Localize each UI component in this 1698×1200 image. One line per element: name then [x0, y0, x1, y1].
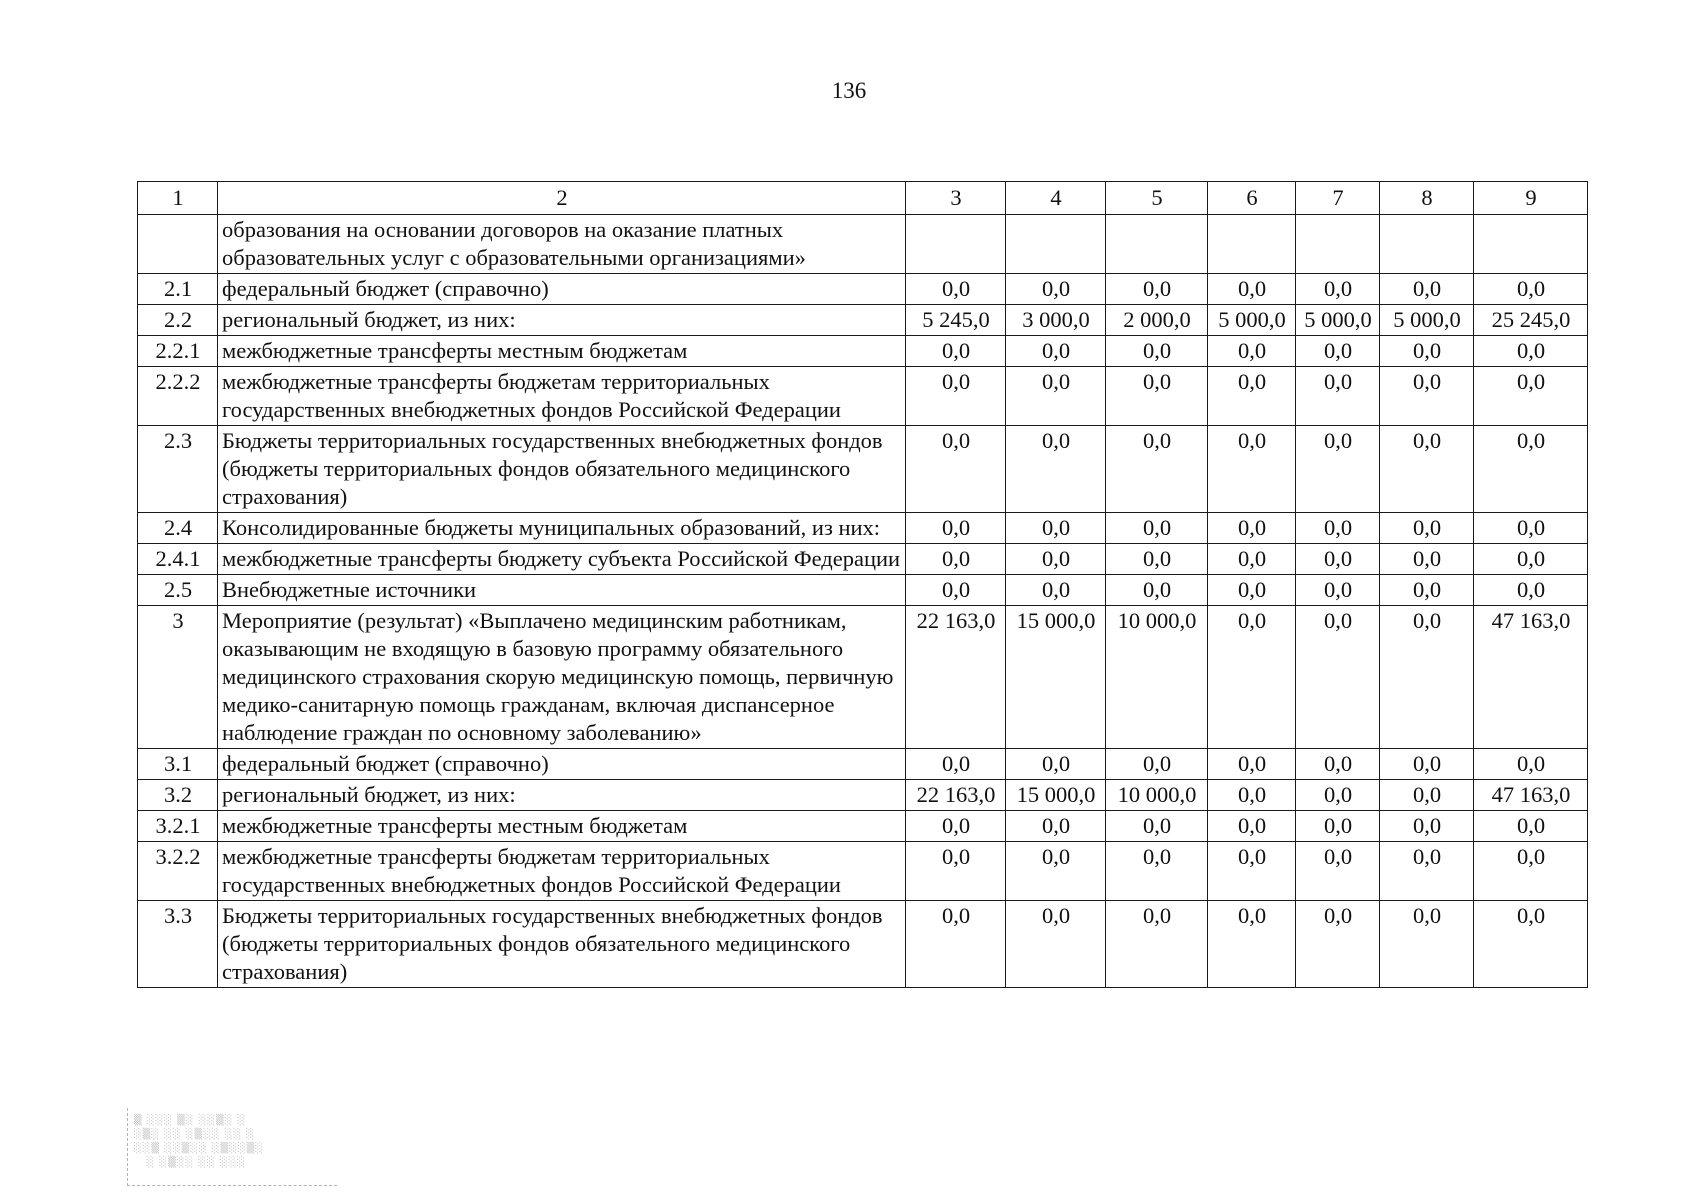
- row-number-cell: 2.4: [138, 513, 218, 544]
- value-cell: 0,0: [1296, 606, 1380, 749]
- value-cell: 0,0: [1006, 842, 1106, 901]
- row-description-cell: Мероприятие (результат) «Выплачено медицинским работникам, оказывающим не входящую в базовую программу обязательного медицинского страхования скорую медицинскую помощь, первичную медико-санитарную помощь гражданам, включая диспансерное наблюдение граждан по основному заболеванию»: [218, 606, 906, 749]
- value-cell: 0,0: [1006, 575, 1106, 606]
- value-cell: 0,0: [1474, 274, 1588, 305]
- value-cell: 0,0: [1380, 426, 1474, 513]
- value-cell: 0,0: [1296, 749, 1380, 780]
- value-cell: 0,0: [1296, 780, 1380, 811]
- value-cell: 0,0: [1006, 811, 1106, 842]
- table-header-row: [138, 182, 1588, 215]
- value-cell: 0,0: [1474, 426, 1588, 513]
- value-cell: 0,0: [1380, 842, 1474, 901]
- row-description-cell: региональный бюджет, из них:: [218, 305, 906, 336]
- column-header: 8: [1380, 182, 1474, 215]
- value-cell: 0,0: [1006, 901, 1106, 988]
- value-cell: 0,0: [1474, 513, 1588, 544]
- table-row: [138, 426, 1588, 513]
- row-description-cell: межбюджетные трансферты местным бюджетам: [218, 811, 906, 842]
- row-number-cell: 2.1: [138, 274, 218, 305]
- value-cell: 0,0: [906, 513, 1006, 544]
- row-description-cell: федеральный бюджет (справочно): [218, 749, 906, 780]
- value-cell: 0,0: [1006, 426, 1106, 513]
- value-cell: 47 163,0: [1474, 780, 1588, 811]
- value-cell: 0,0: [906, 336, 1006, 367]
- value-cell: 0,0: [1296, 575, 1380, 606]
- row-number-cell: [138, 215, 218, 274]
- table-row: [138, 780, 1588, 811]
- value-cell: 0,0: [1208, 336, 1296, 367]
- value-cell: 0,0: [1106, 336, 1208, 367]
- value-cell: 3 000,0: [1006, 305, 1106, 336]
- row-description-cell: межбюджетные трансферты местным бюджетам: [218, 336, 906, 367]
- value-cell: 0,0: [1006, 749, 1106, 780]
- value-cell: 0,0: [1474, 749, 1588, 780]
- row-description-cell: межбюджетные трансферты бюджетам территориальных государственных внебюджетных фондов Российской Федерации: [218, 367, 906, 426]
- value-cell: 22 163,0: [906, 780, 1006, 811]
- row-number-cell: 3: [138, 606, 218, 749]
- value-cell: 0,0: [1106, 575, 1208, 606]
- value-cell: [1106, 215, 1208, 274]
- value-cell: 0,0: [906, 367, 1006, 426]
- value-cell: 15 000,0: [1006, 606, 1106, 749]
- value-cell: 0,0: [1208, 842, 1296, 901]
- value-cell: 0,0: [1380, 606, 1474, 749]
- column-header: 6: [1208, 182, 1296, 215]
- value-cell: 22 163,0: [906, 606, 1006, 749]
- table-body: [138, 215, 1588, 988]
- column-header: 4: [1006, 182, 1106, 215]
- table-row: [138, 336, 1588, 367]
- value-cell: 0,0: [1380, 780, 1474, 811]
- value-cell: 0,0: [1380, 336, 1474, 367]
- row-description-cell: Бюджеты территориальных государственных внебюджетных фондов (бюджеты территориальных фондов обязательного медицинского страхования): [218, 426, 906, 513]
- row-description-cell: Бюджеты территориальных государственных внебюджетных фондов (бюджеты территориальных фондов обязательного медицинского страхования): [218, 901, 906, 988]
- value-cell: 0,0: [1208, 780, 1296, 811]
- value-cell: 0,0: [1380, 901, 1474, 988]
- table-row: [138, 842, 1588, 901]
- row-number-cell: 2.3: [138, 426, 218, 513]
- value-cell: 0,0: [906, 575, 1006, 606]
- value-cell: 5 000,0: [1380, 305, 1474, 336]
- table-row: [138, 901, 1588, 988]
- value-cell: 25 245,0: [1474, 305, 1588, 336]
- value-cell: 0,0: [1106, 544, 1208, 575]
- row-description-cell: образования на основании договоров на оказание платных образовательных услуг с образовательными организациями»: [218, 215, 906, 274]
- column-header: 9: [1474, 182, 1588, 215]
- value-cell: 0,0: [1296, 336, 1380, 367]
- page-number: 136: [831, 78, 867, 103]
- value-cell: [1208, 215, 1296, 274]
- value-cell: 0,0: [906, 544, 1006, 575]
- value-cell: 0,0: [1474, 901, 1588, 988]
- value-cell: 0,0: [1106, 749, 1208, 780]
- value-cell: 0,0: [1208, 575, 1296, 606]
- value-cell: 0,0: [1296, 811, 1380, 842]
- value-cell: [1474, 215, 1588, 274]
- value-cell: 0,0: [1106, 513, 1208, 544]
- table-row: [138, 513, 1588, 544]
- value-cell: 0,0: [1208, 749, 1296, 780]
- value-cell: 10 000,0: [1106, 780, 1208, 811]
- value-cell: 0,0: [906, 274, 1006, 305]
- value-cell: [1006, 215, 1106, 274]
- value-cell: 0,0: [906, 426, 1006, 513]
- value-cell: 0,0: [1106, 426, 1208, 513]
- row-number-cell: 2.2.1: [138, 336, 218, 367]
- table-row: [138, 575, 1588, 606]
- table-row: [138, 811, 1588, 842]
- faded-stamp-mark: ▒ ░░░ ▒░ ░░▒░ ░ ░▒░ ░░ ░▒░░ ░░ ░ ░░▒ ░░▒░░ ░▒░░▒░ ░ ░▒░░ ░░ ░░░: [127, 1108, 337, 1186]
- value-cell: 0,0: [1006, 367, 1106, 426]
- table-row: [138, 544, 1588, 575]
- row-description-cell: федеральный бюджет (справочно): [218, 274, 906, 305]
- value-cell: 15 000,0: [1006, 780, 1106, 811]
- table-row: [138, 274, 1588, 305]
- value-cell: 0,0: [1296, 367, 1380, 426]
- column-header: 3: [906, 182, 1006, 215]
- value-cell: 0,0: [1380, 575, 1474, 606]
- row-number-cell: 3.2.1: [138, 811, 218, 842]
- value-cell: 0,0: [1296, 513, 1380, 544]
- value-cell: 0,0: [1474, 544, 1588, 575]
- value-cell: 0,0: [1106, 274, 1208, 305]
- table-row: [138, 215, 1588, 274]
- value-cell: 0,0: [1380, 367, 1474, 426]
- value-cell: 0,0: [1296, 274, 1380, 305]
- value-cell: 0,0: [1474, 367, 1588, 426]
- row-number-cell: 2.2: [138, 305, 218, 336]
- value-cell: [906, 215, 1006, 274]
- value-cell: 5 000,0: [1296, 305, 1380, 336]
- value-cell: 0,0: [1296, 842, 1380, 901]
- table-row: [138, 606, 1588, 749]
- value-cell: 0,0: [1208, 811, 1296, 842]
- value-cell: 0,0: [1006, 274, 1106, 305]
- row-description-cell: межбюджетные трансферты бюджету субъекта Российской Федерации: [218, 544, 906, 575]
- column-header: 7: [1296, 182, 1380, 215]
- row-number-cell: 3.3: [138, 901, 218, 988]
- row-number-cell: 2.2.2: [138, 367, 218, 426]
- value-cell: 0,0: [1208, 606, 1296, 749]
- row-number-cell: 2.4.1: [138, 544, 218, 575]
- value-cell: 0,0: [1296, 544, 1380, 575]
- row-description-cell: Внебюджетные источники: [218, 575, 906, 606]
- row-description-cell: Консолидированные бюджеты муниципальных образований, из них:: [218, 513, 906, 544]
- value-cell: 2 000,0: [1106, 305, 1208, 336]
- value-cell: 0,0: [906, 901, 1006, 988]
- row-description-cell: межбюджетные трансферты бюджетам территориальных государственных внебюджетных фондов Российской Федерации: [218, 842, 906, 901]
- column-header: 2: [218, 182, 906, 215]
- row-number-cell: 3.2: [138, 780, 218, 811]
- value-cell: 5 000,0: [1208, 305, 1296, 336]
- value-cell: 0,0: [906, 842, 1006, 901]
- table-row: [138, 749, 1588, 780]
- value-cell: 0,0: [1474, 811, 1588, 842]
- value-cell: 0,0: [1208, 367, 1296, 426]
- value-cell: 0,0: [1006, 513, 1106, 544]
- value-cell: 0,0: [1380, 544, 1474, 575]
- value-cell: 0,0: [1106, 901, 1208, 988]
- value-cell: 47 163,0: [1474, 606, 1588, 749]
- row-number-cell: 2.5: [138, 575, 218, 606]
- value-cell: [1380, 215, 1474, 274]
- value-cell: 0,0: [1380, 513, 1474, 544]
- value-cell: 0,0: [1208, 274, 1296, 305]
- value-cell: 0,0: [1006, 336, 1106, 367]
- value-cell: 0,0: [1208, 544, 1296, 575]
- value-cell: 0,0: [1208, 901, 1296, 988]
- value-cell: 0,0: [1296, 426, 1380, 513]
- value-cell: 0,0: [1380, 274, 1474, 305]
- value-cell: 0,0: [1296, 901, 1380, 988]
- value-cell: 0,0: [1380, 811, 1474, 842]
- value-cell: 0,0: [1380, 749, 1474, 780]
- value-cell: [1296, 215, 1380, 274]
- value-cell: 0,0: [906, 749, 1006, 780]
- value-cell: 0,0: [1474, 842, 1588, 901]
- table-row: [138, 305, 1588, 336]
- row-number-cell: 3.2.2: [138, 842, 218, 901]
- value-cell: 0,0: [1474, 575, 1588, 606]
- value-cell: 10 000,0: [1106, 606, 1208, 749]
- value-cell: 0,0: [1106, 842, 1208, 901]
- value-cell: 0,0: [1208, 513, 1296, 544]
- value-cell: 0,0: [1106, 811, 1208, 842]
- column-header: 1: [138, 182, 218, 215]
- column-header: 5: [1106, 182, 1208, 215]
- value-cell: 0,0: [1474, 336, 1588, 367]
- value-cell: 0,0: [1208, 426, 1296, 513]
- row-number-cell: 3.1: [138, 749, 218, 780]
- value-cell: 0,0: [906, 811, 1006, 842]
- row-description-cell: региональный бюджет, из них:: [218, 780, 906, 811]
- value-cell: 5 245,0: [906, 305, 1006, 336]
- table-row: [138, 367, 1588, 426]
- value-cell: 0,0: [1006, 544, 1106, 575]
- budget-table: [137, 181, 1588, 988]
- value-cell: 0,0: [1106, 367, 1208, 426]
